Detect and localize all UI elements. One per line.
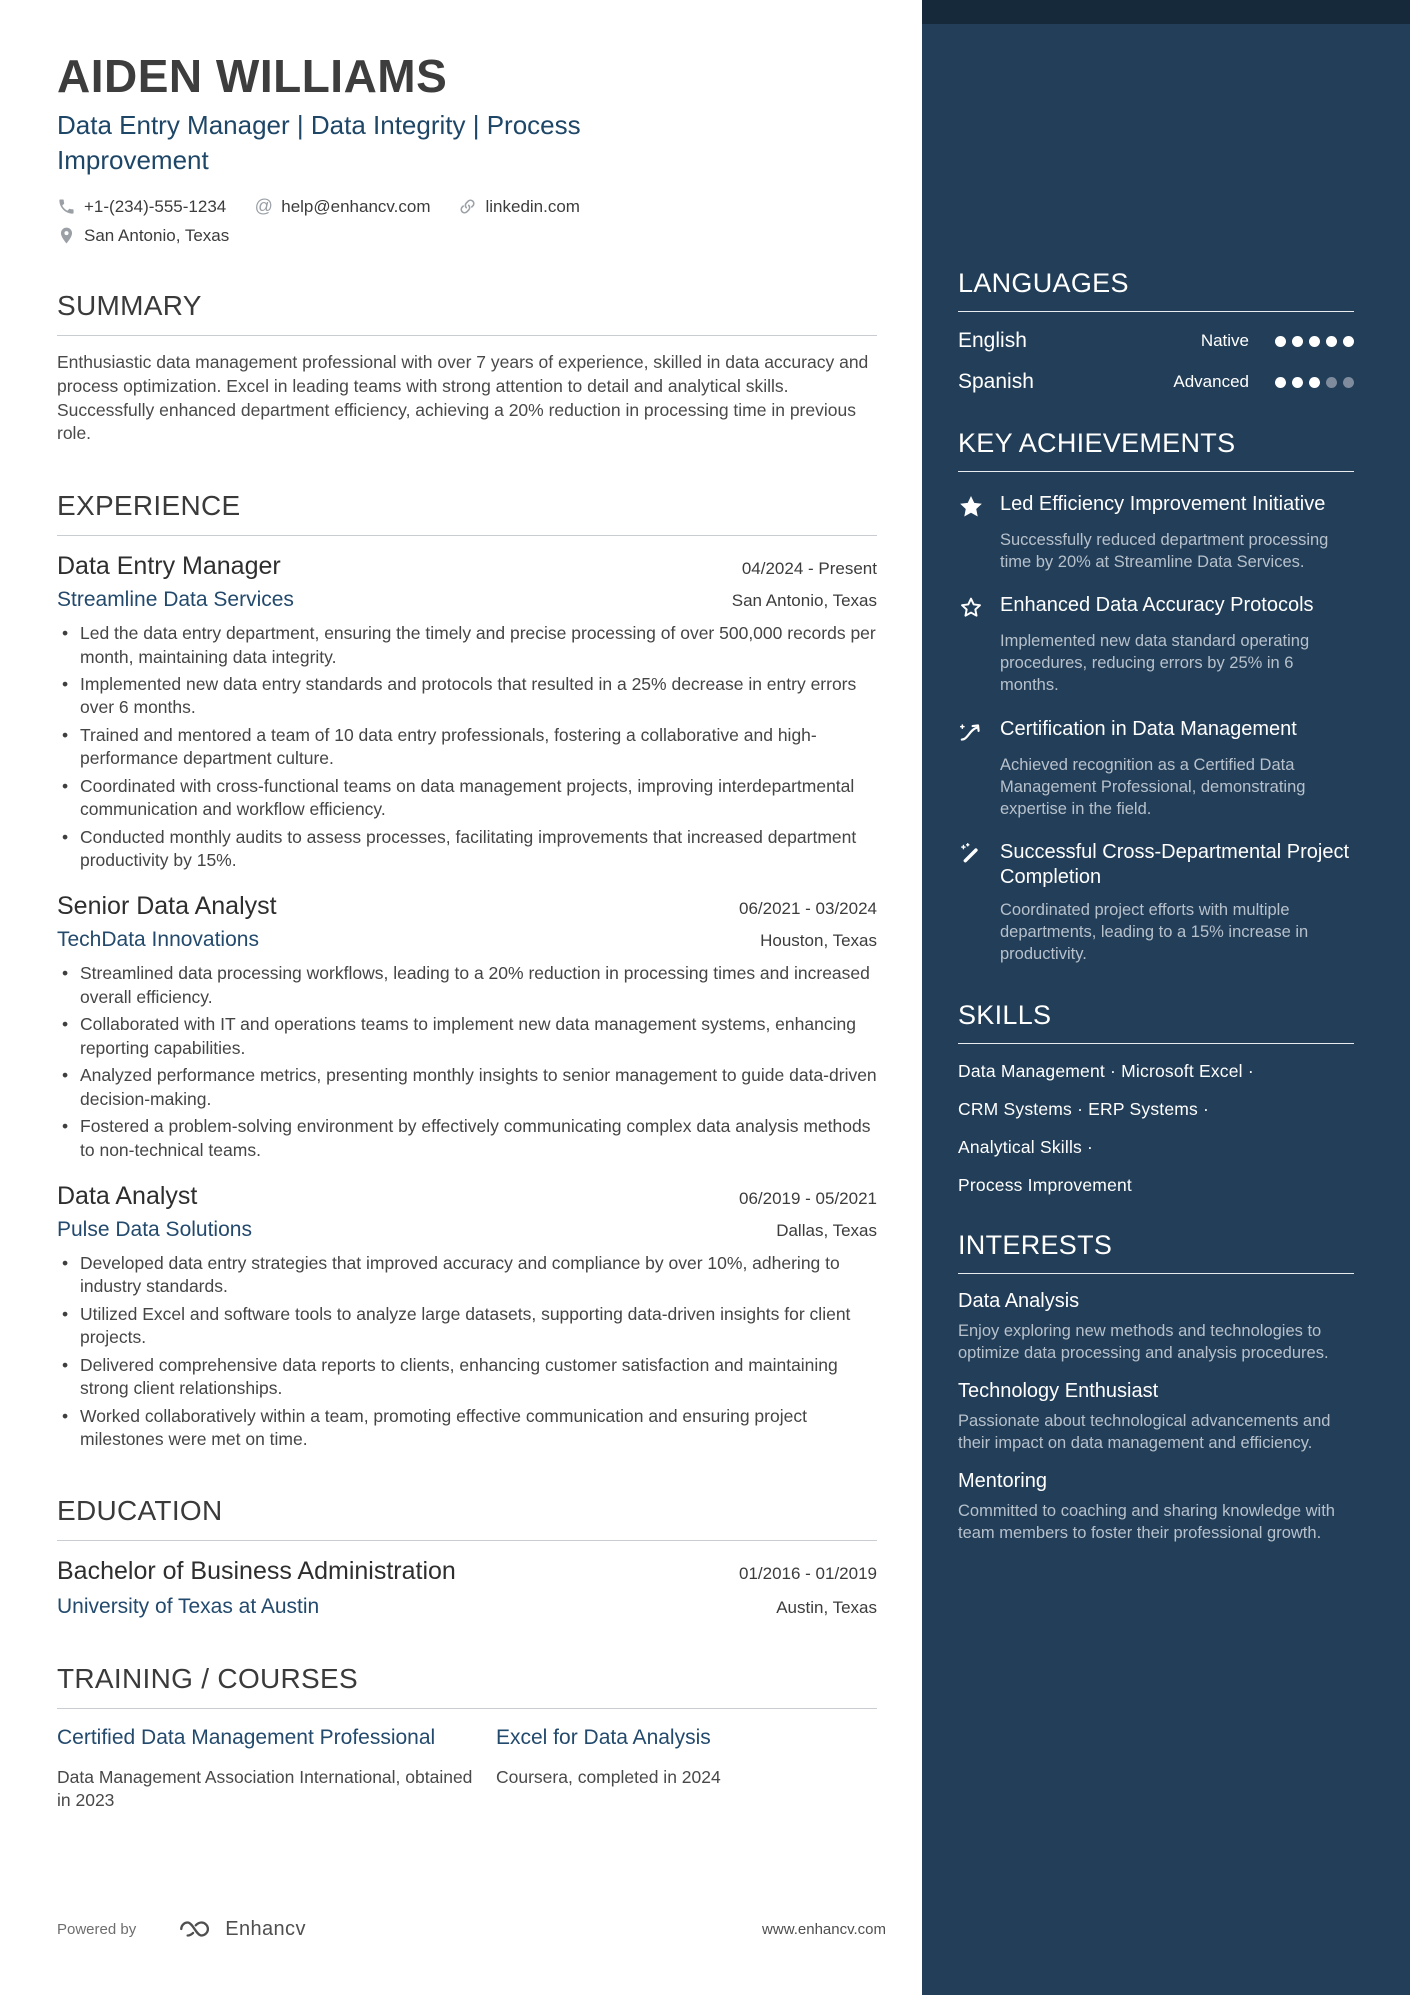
course-title: Excel for Data Analysis xyxy=(496,1726,711,1750)
linkedin-link[interactable] xyxy=(458,197,580,217)
growth-arrow-icon xyxy=(958,719,984,745)
bullet-item: • Trained and mentored a team of 10 data entry professionals, fostering a collaborative and high-performance department culture. xyxy=(57,724,877,771)
achievement-title: Enhanced Data Accuracy Protocols xyxy=(1000,594,1314,617)
headline: Data Entry Manager | Data Integrity | Process Improvement xyxy=(57,110,581,175)
interest-title: Data Analysis xyxy=(958,1289,1080,1312)
course-entry xyxy=(496,1725,877,1811)
job-location: Dallas, Texas xyxy=(776,1220,877,1240)
enhancv-brand-text: Enhancv xyxy=(225,1917,306,1940)
course-entry xyxy=(57,1725,482,1811)
link-icon xyxy=(458,197,477,216)
achievement-text: Successfully reduced department processing time by 20% at Streamline Data Services. xyxy=(1000,531,1329,572)
bullet-item: • Coordinated with cross-functional teams on data management projects, improving interdepartmental communication and workflow efficiency. xyxy=(57,775,877,822)
job-dates: 06/2019 - 05/2021 xyxy=(738,1188,877,1208)
languages-section xyxy=(958,268,1354,394)
phone-link[interactable] xyxy=(57,197,226,217)
job-dates: 04/2024 - Present xyxy=(741,559,877,579)
language-proficiency-dots xyxy=(1269,377,1354,388)
location-text: San Antonio, Texas xyxy=(84,225,230,245)
job-title: Data Entry Manager xyxy=(57,552,281,581)
language-level: Native xyxy=(1200,331,1249,350)
bullet-item: • Developed data entry strategies that improved accuracy and compliance by over 10%, adhering to industry standards. xyxy=(57,1252,877,1299)
enhancv-logo-icon xyxy=(172,1915,216,1943)
star-outline-icon xyxy=(958,595,984,621)
job-entry xyxy=(57,1182,877,1452)
achievement-title: Certification in Data Management xyxy=(1000,717,1297,740)
page-footer xyxy=(57,1915,886,1943)
course-title: Certified Data Management Professional xyxy=(57,1726,436,1750)
job-bullets xyxy=(57,1252,877,1452)
section-heading-training: TRAINING / COURSES xyxy=(57,1663,877,1709)
job-title: Senior Data Analyst xyxy=(57,892,277,921)
summary-text: Enthusiastic data management professional with over 7 years of experience, skilled in data accuracy and process optimization. Excel in leading teams with strong attention to detail and analytical skills. Successfully enhanced department efficiency, achieving a 20% reduction in processing time in previous role. xyxy=(57,351,869,444)
bullet-item: • Worked collaboratively within a team, promoting effective communication and ensuring project milestones were met on time. xyxy=(57,1405,877,1452)
school-name: University of Texas at Austin xyxy=(57,1595,320,1619)
interest-text: Committed to coaching and sharing knowledge with team members to foster their professional growth. xyxy=(958,1502,1335,1543)
email-address: help@enhancv.com xyxy=(281,196,431,216)
experience-section xyxy=(57,490,877,1451)
section-heading-experience: EXPERIENCE xyxy=(57,490,877,536)
achievement-title: Successful Cross-Departmental Project Completion xyxy=(1000,840,1350,889)
phone-icon xyxy=(57,197,76,216)
achievement-item xyxy=(958,840,1354,966)
job-dates: 06/2021 - 03/2024 xyxy=(738,899,877,919)
bullet-item: • Delivered comprehensive data reports to clients, enhancing customer satisfaction and maintaining strong client relationships. xyxy=(57,1354,877,1401)
skills-line: CRM Systems · ERP Systems · xyxy=(958,1098,1210,1119)
bullet-item: • Fostered a problem-solving environment by effectively communicating complex data analysis methods to non-technical teams. xyxy=(57,1115,877,1162)
language-proficiency-dots xyxy=(1269,336,1354,347)
bullet-item: • Utilized Excel and software tools to analyze large datasets, supporting data-driven insights for client projects. xyxy=(57,1303,877,1350)
interest-title: Mentoring xyxy=(958,1470,1047,1493)
job-location: San Antonio, Texas xyxy=(731,591,877,611)
star-filled-icon xyxy=(958,494,984,520)
job-location: Houston, Texas xyxy=(760,931,877,951)
email-link[interactable] xyxy=(254,197,430,217)
bullet-item: • Led the data entry department, ensuring the timely and precise processing of over 500,000 records per month, maintaining data integrity. xyxy=(57,622,877,669)
achievement-title: Led Efficiency Improvement Initiative xyxy=(1000,493,1326,515)
skills-line: Data Management · Microsoft Excel · xyxy=(958,1060,1254,1081)
summary-section xyxy=(57,290,877,446)
interest-item xyxy=(958,1470,1354,1544)
bullet-item: • Streamlined data processing workflows, leading to a 20% reduction in processing times and increased overall efficiency. xyxy=(57,962,877,1009)
job-bullets xyxy=(57,962,877,1162)
job-entry xyxy=(57,892,877,1162)
magic-wand-icon xyxy=(958,842,984,868)
interest-item xyxy=(958,1290,1354,1364)
company-name: Pulse Data Solutions xyxy=(57,1217,252,1241)
education-location: Austin, Texas xyxy=(776,1598,877,1618)
achievement-text: Coordinated project efforts with multiple departments, leading to a 15% increase in productivity. xyxy=(1000,901,1309,964)
bullet-item: • Conducted monthly audits to assess processes, facilitating improvements that increased department productivity by 15%. xyxy=(57,826,877,873)
bullet-item: • Implemented new data entry standards and protocols that resulted in a 25% decrease in entry errors over 6 months. xyxy=(57,673,877,720)
section-heading-skills: SKILLS xyxy=(958,1000,1354,1044)
achievement-item xyxy=(958,492,1354,573)
section-heading-education: EDUCATION xyxy=(57,1495,877,1541)
language-row xyxy=(958,329,1354,353)
contact-row-1 xyxy=(57,197,877,217)
education-section xyxy=(57,1495,877,1619)
bullet-item: • Collaborated with IT and operations teams to implement new data management systems, enhancing reporting capabilities. xyxy=(57,1013,877,1060)
company-name: Streamline Data Services xyxy=(57,588,294,612)
interest-text: Enjoy exploring new methods and technologies to optimize data processing and analysis procedures. xyxy=(958,1321,1329,1362)
interests-section xyxy=(958,1230,1354,1545)
at-icon: @ xyxy=(254,196,273,217)
course-subtitle: Data Management Association International, obtained in 2023 xyxy=(57,1767,473,1811)
language-name: English xyxy=(958,329,1027,352)
course-subtitle: Coursera, completed in 2024 xyxy=(496,1767,721,1788)
skills-line: Analytical Skills · xyxy=(958,1136,1094,1157)
training-section xyxy=(57,1663,877,1811)
achievement-item xyxy=(958,593,1354,696)
company-name: TechData Innovations xyxy=(57,928,259,952)
job-title: Data Analyst xyxy=(57,1181,198,1210)
education-dates: 01/2016 - 01/2019 xyxy=(738,1564,877,1584)
degree-title: Bachelor of Business Administration xyxy=(57,1557,456,1586)
bullet-item: • Analyzed performance metrics, presenting monthly insights to senior management to guide data-driven decision-making. xyxy=(57,1064,877,1111)
contact-block xyxy=(57,197,877,246)
contact-row-2 xyxy=(57,226,877,246)
enhancv-brand-link[interactable] xyxy=(172,1915,306,1943)
phone-number: +1-(234)-555-1234 xyxy=(84,196,227,216)
footer-url[interactable]: www.enhancv.com xyxy=(762,1920,886,1938)
sidebar xyxy=(922,0,1410,1995)
location-pin-icon xyxy=(57,226,76,245)
location-item xyxy=(57,226,229,246)
language-level: Advanced xyxy=(1173,372,1249,391)
section-heading-key-achievements: KEY ACHIEVEMENTS xyxy=(958,428,1354,472)
language-row xyxy=(958,370,1354,394)
job-bullets xyxy=(57,622,877,872)
section-heading-interests: INTERESTS xyxy=(958,1230,1354,1274)
linkedin-url: linkedin.com xyxy=(485,196,580,216)
achievement-item xyxy=(958,717,1354,820)
section-heading-summary: SUMMARY xyxy=(57,290,877,336)
section-heading-languages: LANGUAGES xyxy=(958,268,1354,312)
powered-by-label: Powered by xyxy=(57,1920,137,1938)
interest-title: Technology Enthusiast xyxy=(958,1379,1159,1402)
language-name: Spanish xyxy=(958,370,1034,393)
skills-section xyxy=(958,1000,1354,1196)
key-achievements-section xyxy=(958,428,1354,966)
interest-text: Passionate about technological advancements and their impact on data management and efficiency. xyxy=(958,1411,1331,1452)
page-title: AIDEN WILLIAMS xyxy=(57,50,448,102)
achievement-text: Implemented new data standard operating procedures, reducing errors by 25% in 6 months. xyxy=(1000,632,1310,695)
interest-item xyxy=(958,1380,1354,1454)
job-entry xyxy=(57,552,877,872)
achievement-text: Achieved recognition as a Certified Data Management Professional, demonstrating expertise in the field. xyxy=(1000,755,1306,818)
skills-line: Process Improvement xyxy=(958,1174,1132,1195)
